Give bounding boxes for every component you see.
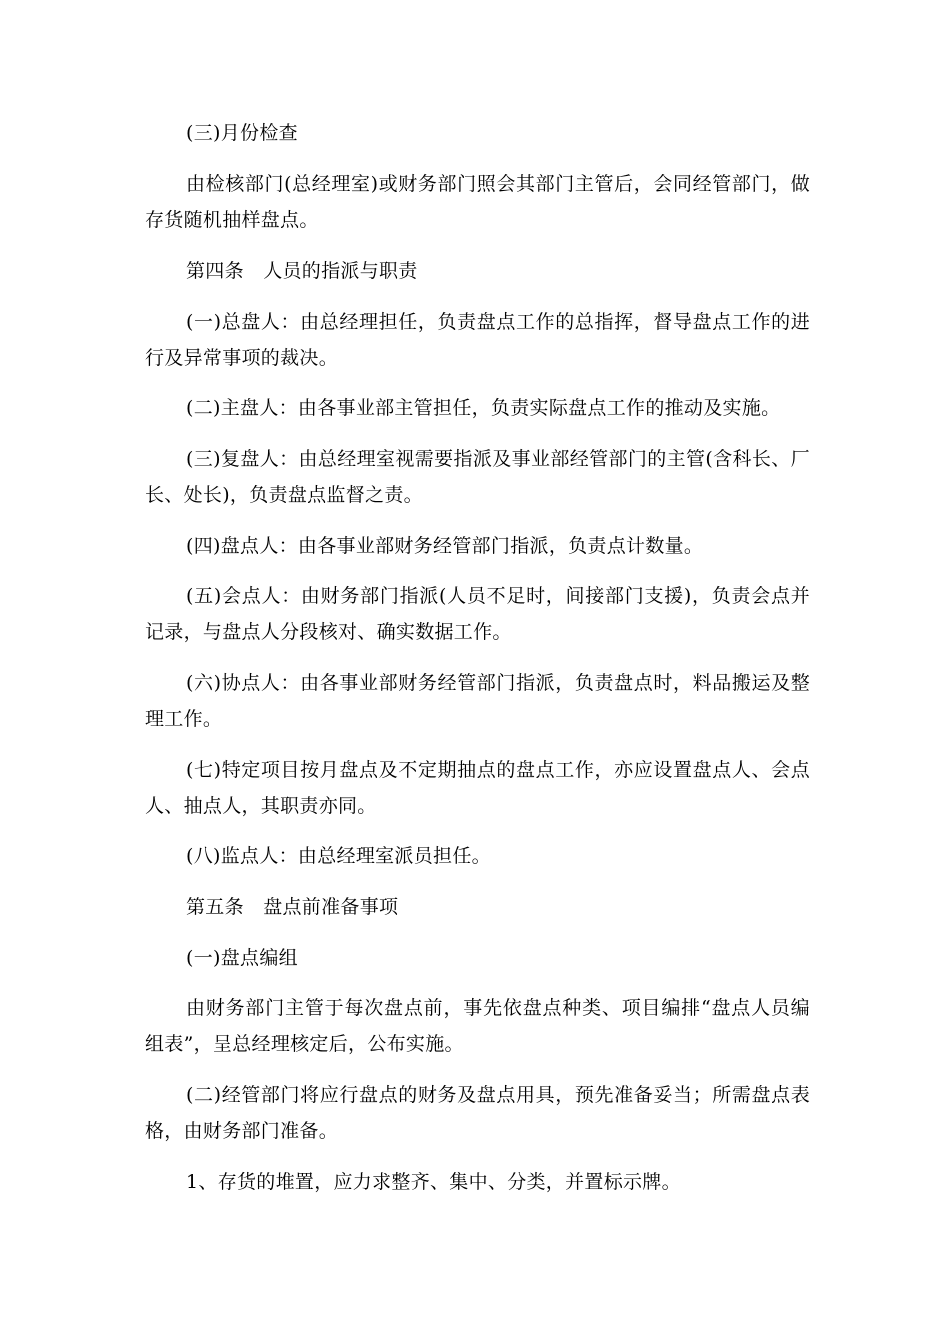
paragraph-grouping-body: 由财务部门主管于每次盘点前，事先依盘点种类、项目编排“盘点人员编组表”，呈总经理核定后，公布实施。 <box>145 997 810 1055</box>
paragraph-monthly-check-heading: (三)月份检查 <box>186 122 298 144</box>
paragraph-preparation: (二)经管部门将应行盘点的财务及盘点用具，预先准备妥当；所需盘点表格，由财务部门准备。 <box>145 1084 810 1142</box>
paragraph-supervisor: (八)监点人：由总经理室派员担任。 <box>186 845 491 867</box>
paragraph-main-counter: (二)主盘人：由各事业部主管担任，负责实际盘点工作的推动及实施。 <box>186 397 781 419</box>
paragraph-assist-counter: (六)协点人：由各事业部财务经管部门指派，负责盘点时，料品搬运及整理工作。 <box>145 672 810 730</box>
paragraph-joint-counter: (五)会点人：由财务部门指派(人员不足时，间接部门支援)，负责会点并记录，与盘点人分段核对、确实数据工作。 <box>145 585 810 643</box>
paragraph-article-5-heading: 第五条 盘点前准备事项 <box>186 896 399 918</box>
paragraph-article-4-heading: 第四条 人员的指派与职责 <box>186 260 418 282</box>
paragraph-grouping-heading: (一)盘点编组 <box>186 947 298 969</box>
paragraph-chief-counter: (一)总盘人：由总经理担任，负责盘点工作的总指挥，督导盘点工作的进行及异常事项的裁决。 <box>145 311 810 369</box>
paragraph-recheck-counter: (三)复盘人：由总经理室视需要指派及事业部经管部门的主管(含科长、厂长、处长)，负责盘点监督之责。 <box>145 448 810 506</box>
paragraph-special-items: (七)特定项目按月盘点及不定期抽点的盘点工作，亦应设置盘点人、会点人、抽点人，其职责亦同。 <box>145 759 810 817</box>
paragraph-monthly-check-body: 由检核部门(总经理室)或财务部门照会其部门主管后，会同经管部门，做存货随机抽样盘点。 <box>145 173 810 231</box>
paragraph-stacking: 1、存货的堆置，应力求整齐、集中、分类，并置标示牌。 <box>186 1171 681 1193</box>
paragraph-counter: (四)盘点人：由各事业部财务经管部门指派，负责点计数量。 <box>186 535 704 557</box>
